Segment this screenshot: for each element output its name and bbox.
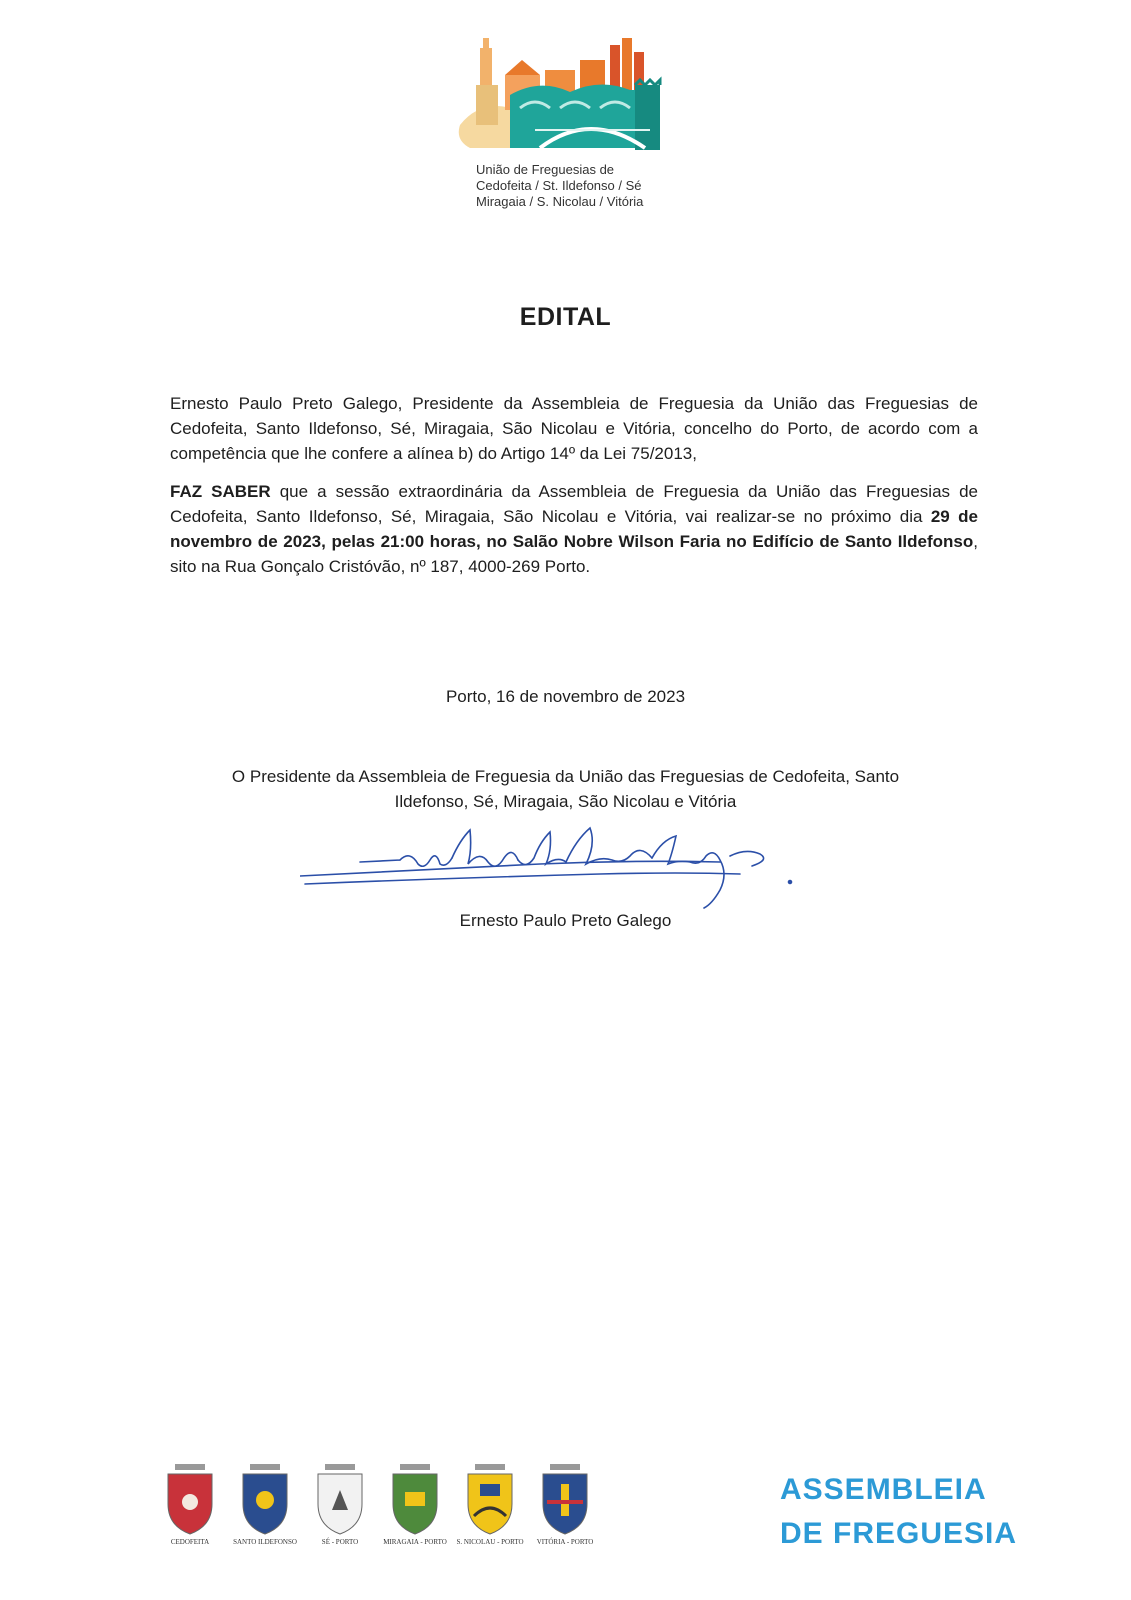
org-name-line-2: Cedofeita / St. Ildefonso / Sé — [476, 178, 642, 193]
crest-label: S. NICOLAU - PORTO — [456, 1538, 524, 1546]
document-title: EDITAL — [519, 303, 612, 331]
crest-se — [310, 1460, 370, 1550]
parish-union-logo — [450, 30, 680, 160]
announcement-paragraph — [170, 479, 978, 579]
crest-label: SANTO ILDEFONSO — [233, 1538, 297, 1546]
shield-icon — [235, 1460, 295, 1540]
crest-miragaia — [385, 1460, 445, 1550]
assembleia-line-1: ASSEMBLEIA — [780, 1473, 987, 1506]
shield-icon — [160, 1460, 220, 1540]
president-title-line-1: O Presidente da Assembleia de Freguesia da União das Freguesias de Cedofeita, Santo — [231, 767, 900, 786]
shield-icon — [310, 1460, 370, 1540]
president-title-line-2: Ildefonso, Sé, Miragaia, São Nicolau e Vitória — [394, 792, 737, 811]
crest-santo-ildefonso — [235, 1460, 295, 1550]
intro-paragraph: Ernesto Paulo Preto Galego, Presidente da Assembleia de Freguesia da União das Freguesias de Cedofeita, Santo Ildefonso, Sé, Miragaia, São Nicolau e Vitória, concelho do Porto, de acordo com a competência que lhe confere a alínea b) do Artigo 14º da Lei 75/2013, — [170, 394, 978, 463]
announcement-lead: FAZ SABER — [170, 482, 271, 501]
shield-icon — [460, 1460, 520, 1540]
president-title — [190, 764, 941, 814]
assembleia-de-freguesia-wordmark — [780, 1468, 1017, 1556]
crest-label: CEDOFEITA — [170, 1538, 210, 1546]
shield-icon — [535, 1460, 595, 1540]
signatory-name: Ernesto Paulo Preto Galego — [459, 911, 672, 930]
assembleia-line-2: DE FREGUESIA — [780, 1517, 1018, 1550]
org-name-line-3: Miragaia / S. Nicolau / Vitória — [476, 194, 644, 209]
shield-icon — [385, 1460, 445, 1540]
org-name-line-1: União de Freguesias de — [476, 162, 615, 177]
announcement-text: que a sessão extraordinária da Assembleia de Freguesia da União das Freguesias de Cedofeita, Santo Ildefonso, Sé, Miragaia, São Nicolau e Vitória, vai realizar-se no próximo dia — [170, 482, 978, 526]
date-line: Porto, 16 de novembro de 2023 — [445, 687, 686, 706]
parish-crests — [160, 1460, 610, 1550]
announcement-details: 29 de novembro de 2023, pelas 21:00 horas, no Salão Nobre Wilson Faria no Edifício de Santo Ildefonso — [170, 507, 978, 551]
crest-sao-nicolau — [456, 1460, 524, 1550]
crest-label: VITÓRIA - PORTO — [536, 1538, 594, 1546]
handwritten-signature — [300, 820, 820, 910]
announcement-address: , sito na Rua Gonçalo Cristóvão, nº 187, 4000-269 Porto. — [170, 532, 978, 576]
crest-cedofeita — [160, 1460, 220, 1550]
org-name — [476, 162, 716, 210]
crest-label: SÉ - PORTO — [321, 1538, 359, 1546]
crest-label: MIRAGAIA - PORTO — [383, 1538, 447, 1546]
crest-vitoria — [535, 1460, 595, 1550]
